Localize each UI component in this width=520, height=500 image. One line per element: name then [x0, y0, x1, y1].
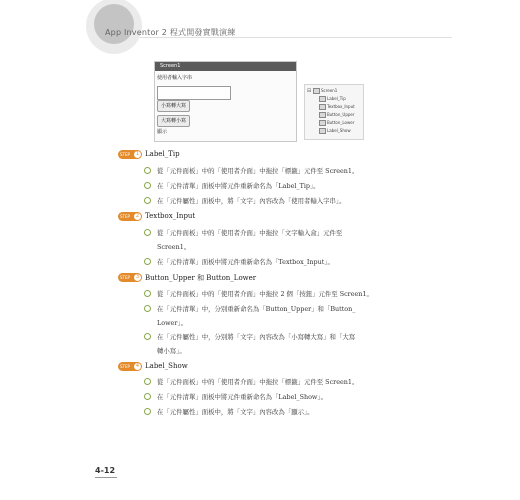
tree-item-screen1: Screen1 — [313, 88, 337, 94]
instruction-line: 在「元件清單」面板中將元件重新命名為「Label_Show」。 — [157, 393, 327, 401]
label-tip-preview: 使用者輸入字串 — [157, 75, 193, 81]
bullet-icon — [144, 167, 151, 174]
instruction-line: 在「元件清單」中，分別重新命名為「Button_Upper」和「Button_ — [157, 305, 356, 313]
step-badge: STEP 4 — [118, 362, 142, 371]
section-title: Label_Show — [145, 362, 188, 370]
bullet-icon — [144, 408, 151, 415]
button-icon — [319, 112, 326, 118]
bullet-icon — [144, 258, 151, 265]
textbox-icon — [319, 104, 326, 110]
tree-item: Button_Lower — [319, 120, 354, 126]
instruction-line: 在「元件屬性」面板中，將「文字」內容改為「顯示」。 — [157, 408, 314, 416]
tree-item: Label_Show — [319, 128, 351, 134]
bullet-icon — [144, 333, 151, 340]
textbox-input-preview — [157, 86, 231, 100]
bullet-icon — [144, 305, 151, 312]
instruction-line-continued: Lower」。 — [157, 319, 187, 327]
instruction-line: 從「元件面板」中的「使用者介面」中拖拉 2 個「按鈕」元件至 Screen1。 — [157, 290, 373, 298]
label-show-preview: 顯示 — [157, 129, 168, 135]
label-icon — [319, 128, 326, 134]
page-number: 4-12 — [95, 466, 116, 475]
header-decor-circle-inner — [94, 4, 134, 44]
instruction-line: 在「元件屬性」中，分別將「文字」內容改為「小寫轉大寫」和「大寫 — [157, 333, 356, 341]
button-icon — [319, 120, 326, 126]
app-screen-preview — [154, 61, 297, 142]
screen-title-bar: Screen1 — [155, 62, 296, 71]
instruction-line: 在「元件清單」面板中將元件重新命名為「Label_Tip」。 — [157, 182, 320, 190]
tree-item: Textbox_Input — [319, 104, 355, 110]
bullet-icon — [144, 197, 151, 204]
instruction-line: 從「元件面板」中的「使用者介面」中拖拉「標籤」元件至 Screen1。 — [157, 167, 359, 175]
bullet-icon — [144, 229, 151, 236]
section-title: Button_Upper 和 Button_Lower — [145, 274, 257, 282]
header-rule — [140, 37, 452, 38]
tree-item: Button_Upper — [319, 112, 355, 118]
step-badge: STEP 1 — [118, 150, 142, 159]
step-badge: STEP 3 — [118, 273, 142, 282]
label-icon — [319, 96, 326, 102]
bullet-icon — [144, 393, 151, 400]
bullet-icon — [144, 290, 151, 297]
instruction-line: 在「元件屬性」面板中，將「文字」內容改為「使用者輸入字串」。 — [157, 197, 346, 205]
screen-icon — [313, 88, 320, 94]
button-upper-preview: 小寫轉大寫 — [157, 100, 190, 112]
step-badge: STEP 2 — [118, 212, 142, 221]
instruction-line-continued: 轉小寫」。 — [157, 347, 186, 355]
instruction-line: 從「元件面板」中的「使用者介面」中拖拉「文字輸入盒」元件至 — [157, 229, 343, 237]
section-title: Label_Tip — [145, 150, 180, 158]
component-tree — [304, 84, 364, 140]
page-number-rule — [95, 477, 117, 478]
running-header: App Inventor 2 程式開發實戰演練 — [105, 28, 236, 37]
bullet-icon — [144, 182, 151, 189]
tree-item: Label_Tip — [319, 96, 346, 102]
instruction-line: 在「元件清單」面板中將元件重新命名為「Textbox_Input」。 — [157, 258, 334, 266]
instruction-line-continued: Screen1。 — [157, 243, 191, 251]
bullet-icon — [144, 378, 151, 385]
button-lower-preview: 大寫轉小寫 — [157, 115, 190, 127]
section-title: Textbox_Input — [145, 212, 196, 220]
instruction-line: 從「元件面板」中的「使用者介面」中拖拉「標籤」元件至 Screen1。 — [157, 378, 359, 386]
collapse-icon: ⊟ — [307, 88, 312, 94]
